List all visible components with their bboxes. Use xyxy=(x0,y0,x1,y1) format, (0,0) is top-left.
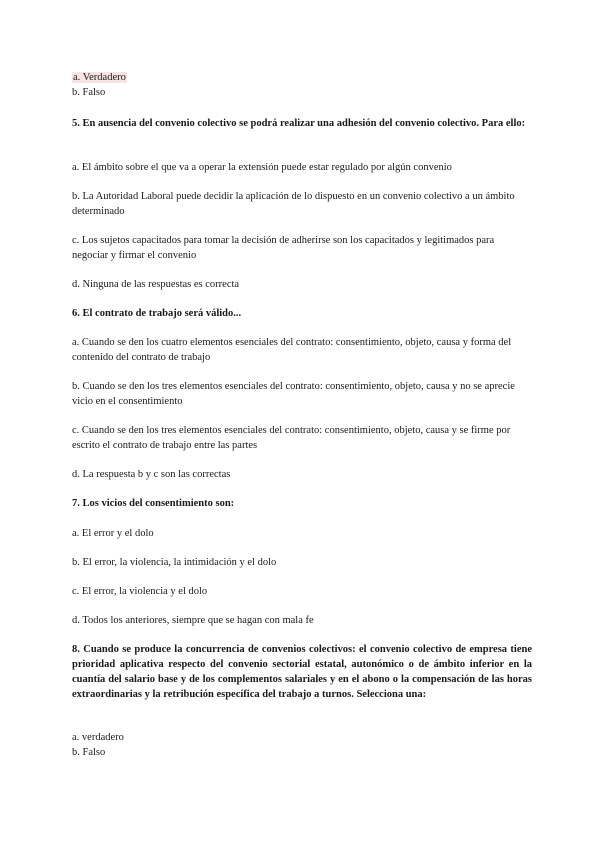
q7-option-c: c. El error, la violencia y el dolo xyxy=(72,586,208,597)
q4-option-a: a. Verdadero xyxy=(73,72,126,83)
q7-question: 7. Los vicios del consentimiento son: xyxy=(72,498,235,509)
q8-answers xyxy=(72,730,532,760)
q5-option-c: c. Los sujetos capacitados para tomar la decisión de adherirse son los capacitados y legitimados para negociar y firmar el convenio xyxy=(72,235,495,261)
q6-option-b: b. Cuando se den los tres elementos esenciales del contrato: consentimiento, objeto, causa y no se aprecie vicio en el consentimiento xyxy=(72,381,515,407)
q7-option-d: d. Todos los anteriores, siempre que se hagan con mala fe xyxy=(72,615,314,626)
q5-question: 5. En ausencia del convenio colectivo se podrá realizar una adhesión del convenio colectivo. Para ello: xyxy=(72,118,526,129)
q6-option-d: d. La respuesta b y c son las correctas xyxy=(72,469,231,480)
q8-option-a: a. verdadero xyxy=(72,732,124,743)
q4-option-b: b. Falso xyxy=(72,87,106,98)
q4-answers xyxy=(72,70,532,100)
q6-option-a: a. Cuando se den los cuatro elementos esenciales del contrato: consentimiento, objeto, causa y forma del contenido del contrato de trabajo xyxy=(72,337,512,363)
q5-option-b: b. La Autoridad Laboral puede decidir la aplicación de lo dispuesto en un convenio colectivo a un ámbito determinado xyxy=(72,191,515,217)
q5-option-a: a. El ámbito sobre el que va a operar la extensión puede estar regulado por algún convenio xyxy=(72,162,452,173)
q6-question: 6. El contrato de trabajo será válido... xyxy=(72,308,242,319)
q5-option-d: d. Ninguna de las respuestas es correcta xyxy=(72,279,240,290)
q7-option-b: b. El error, la violencia, la intimidación y el dolo xyxy=(72,557,277,568)
q7-option-a: a. El error y el dolo xyxy=(72,528,154,539)
q8-question: 8. Cuando se produce la concurrencia de convenios colectivos: el convenio colectivo de empresa tiene prioridad aplicativa respecto del convenio sectorial estatal, autonómico o de ámbito inferior en la cuantía del salario base y de los complementos salariales y en el abono o la compensación de las horas extraordinarias y la retribución específica del trabajo a turnos. Selecciona una: xyxy=(72,644,532,700)
q8-option-b: b. Falso xyxy=(72,747,106,758)
q6-option-c: c. Cuando se den los tres elementos esenciales del contrato: consentimiento, objeto, causa y se firme por escrito el contrato de trabajo entre las partes xyxy=(72,425,511,451)
